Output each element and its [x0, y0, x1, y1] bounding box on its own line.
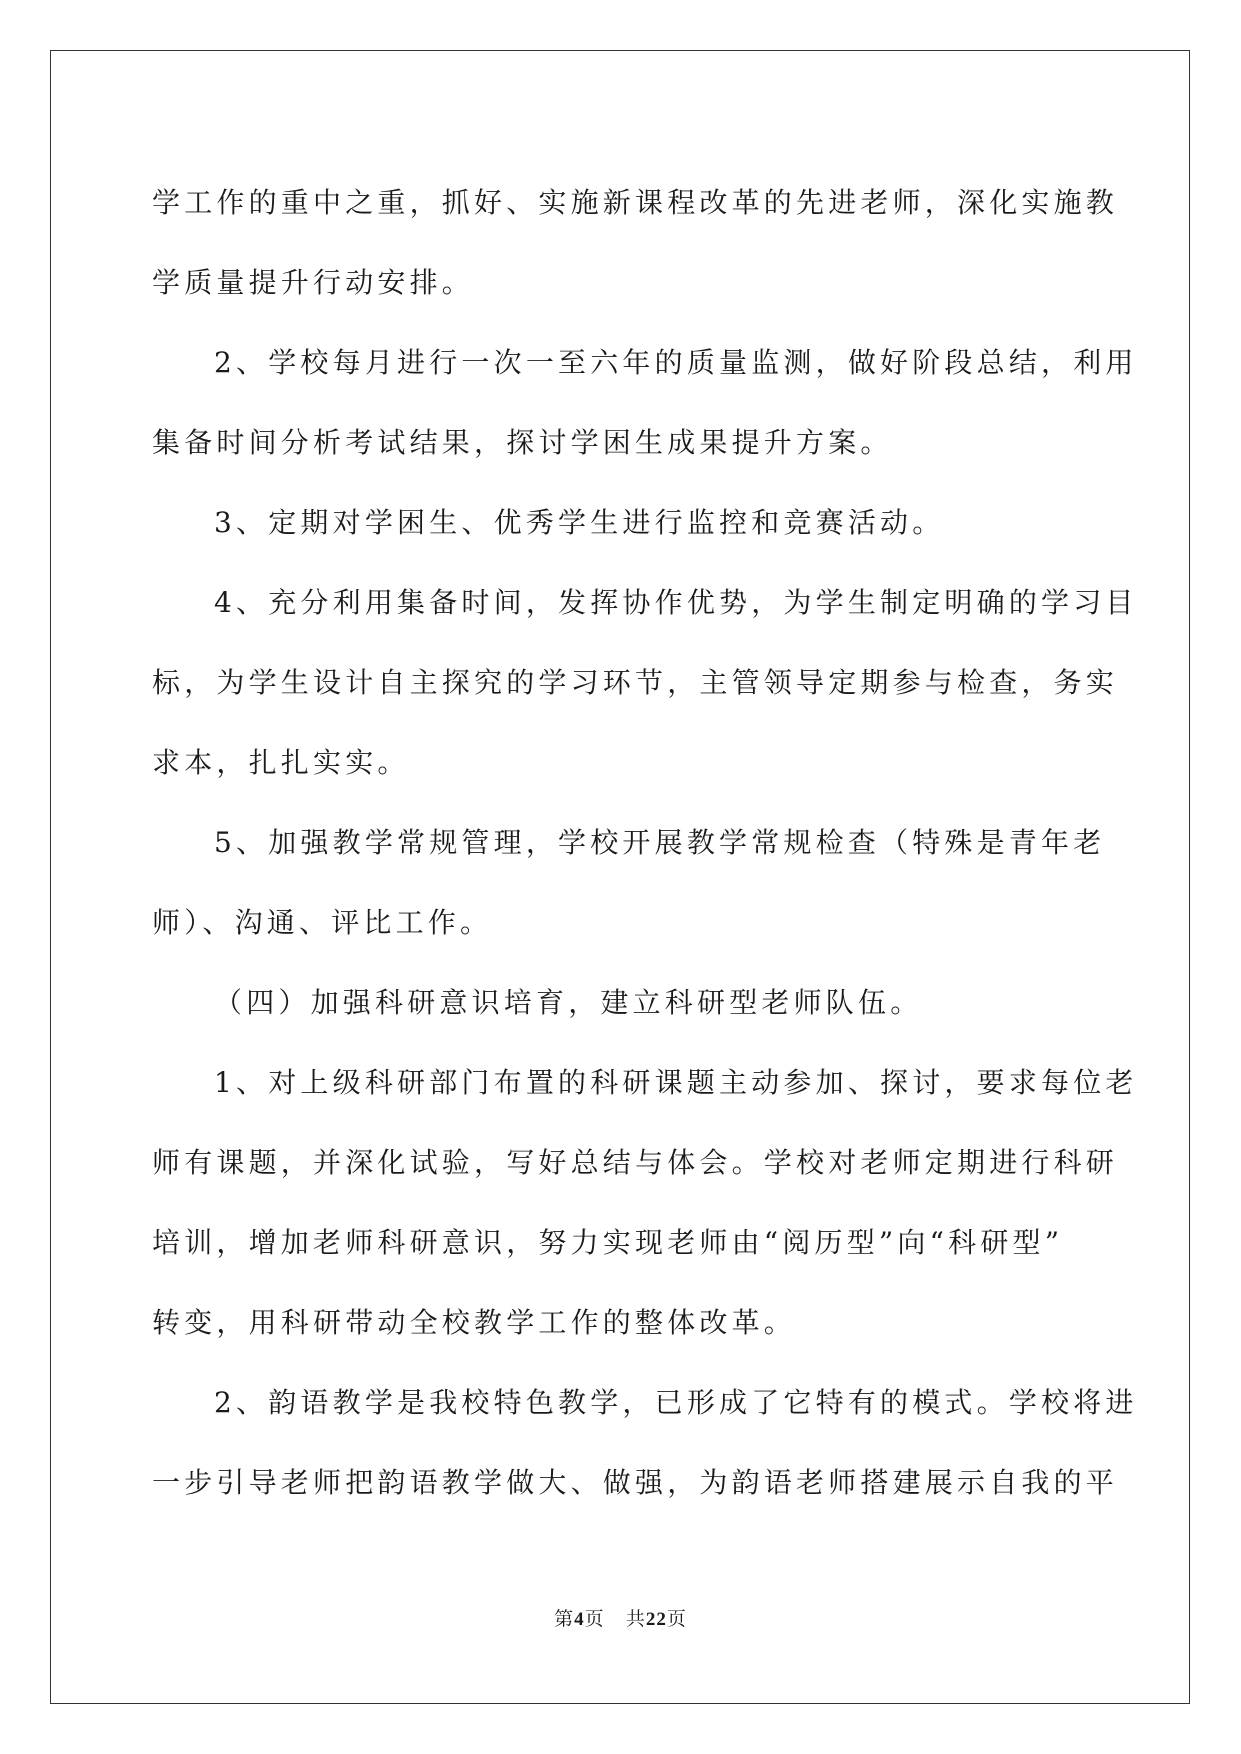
paragraph-research-1	[152, 1043, 1138, 1363]
text-line: 集备时间分析考试结果，探讨学困生成果提升方案。	[152, 426, 893, 459]
paragraph-research-2	[152, 1363, 1138, 1523]
paragraph-continuation	[152, 163, 1119, 323]
text-line: 转变，用科研带动全校教学工作的整体改革。	[152, 1306, 797, 1339]
document-body	[152, 163, 1138, 1523]
text-line: 学质量提升行动安排。	[152, 266, 475, 299]
text-line: 5、加强教学常规管理，学校开展教学常规检查（特殊是青年老	[214, 826, 1106, 859]
text-line: 2、韵语教学是我校特色教学，已形成了它特有的模式。学校将进	[214, 1386, 1138, 1419]
paragraph-item-4	[152, 563, 1138, 803]
paragraph-item-5	[152, 803, 1106, 963]
text-line: 1、对上级科研部门布置的科研课题主动参加、探讨，要求每位老	[214, 1066, 1138, 1099]
section-heading	[152, 963, 1087, 1043]
text-line: （四）加强科研意识培育，建立科研型老师队伍。	[214, 986, 923, 1019]
page-footer	[0, 1604, 1241, 1631]
text-line: 师有课题，并深化试验，写好总结与体会。学校对老师定期进行科研	[152, 1146, 1119, 1179]
page-prefix: 第	[554, 1608, 575, 1630]
text-line: 培训，增加老师科研意识，努力实现老师由“阅历型”向“科研型”	[152, 1226, 1064, 1259]
text-line: 师）、沟通、评比工作。	[152, 906, 493, 939]
total-prefix: 共	[625, 1608, 646, 1630]
paragraph-item-3	[152, 483, 1087, 563]
text-line: 求本，扎扎实实。	[152, 746, 410, 779]
text-line: 2、学校每月进行一次一至六年的质量监测，做好阶段总结，利用	[214, 346, 1138, 379]
text-line: 学工作的重中之重，抓好、实施新课程改革的先进老师，深化实施教	[152, 186, 1119, 219]
text-line: 一步引导老师把韵语教学做大、做强，为韵语老师搭建展示自我的平	[152, 1466, 1119, 1499]
page-unit: 页	[584, 1608, 605, 1630]
total-unit: 页	[666, 1608, 687, 1630]
paragraph-item-2	[152, 323, 1138, 483]
page-number: 4	[574, 1609, 585, 1630]
text-line: 标，为学生设计自主探究的学习环节，主管领导定期参与检查，务实	[152, 666, 1119, 699]
total-pages: 22	[645, 1609, 667, 1630]
text-line: 4、充分利用集备时间，发挥协作优势，为学生制定明确的学习目	[214, 586, 1138, 619]
text-line: 3、定期对学困生、优秀学生进行监控和竞赛活动。	[214, 506, 945, 539]
